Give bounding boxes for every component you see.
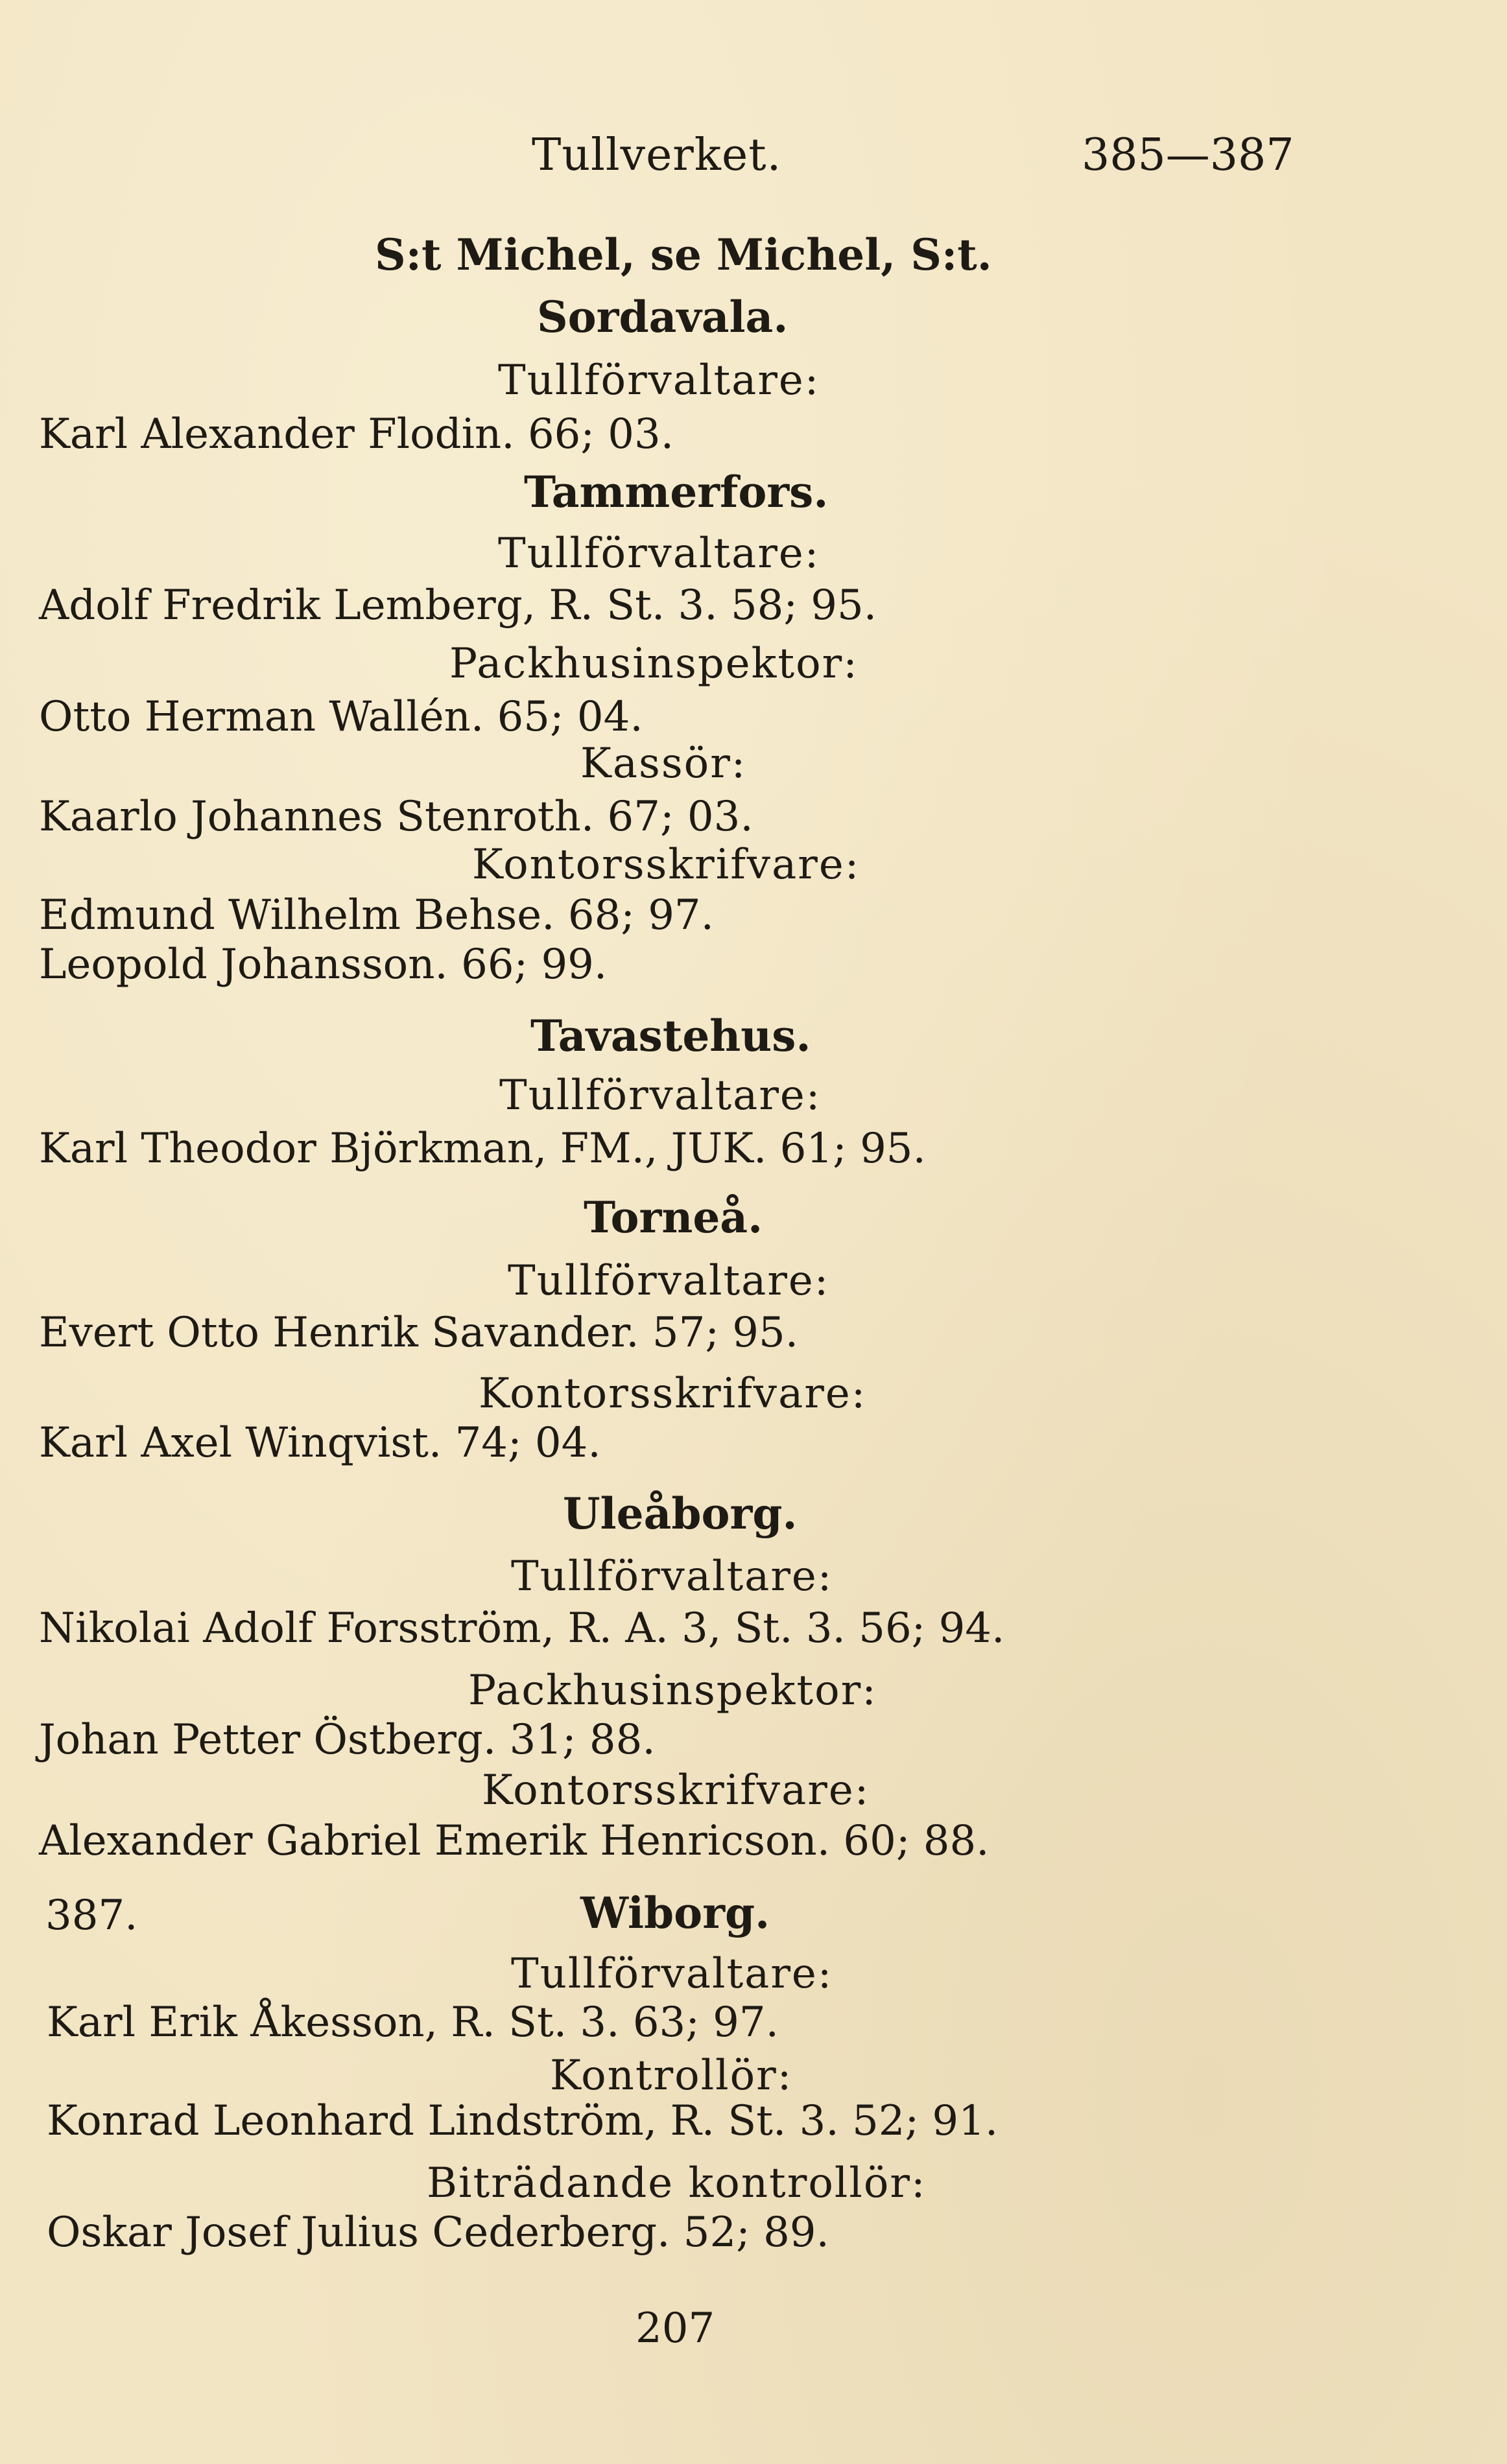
role-label: Kontorsskrifvare: (472, 841, 860, 889)
entry-line: Adolf Fredrik Lemberg, R. St. 3. 58; 95. (39, 581, 877, 629)
entry-line: Karl Theodor Björkman, FM., JUK. 61; 95. (39, 1125, 926, 1173)
heading-st-michel: S:t Michel, se Michel, S:t. (375, 229, 992, 280)
section-number: 387. (45, 1892, 138, 1940)
entry-line: Edmund Wilhelm Behse. 68; 97. (39, 891, 714, 939)
heading-uleaborg: Uleåborg. (563, 1488, 798, 1539)
role-label: Tullförvaltare: (498, 530, 820, 578)
role-label: Kontorsskrifvare: (479, 1370, 867, 1418)
role-label: Kontrollör: (550, 2052, 793, 2100)
running-header (0, 130, 1507, 182)
entry-line: Konrad Leonhard Lindström, R. St. 3. 52; 91. (47, 2097, 999, 2145)
role-label: Packhusinspektor: (449, 640, 859, 688)
role-label: Kontorsskrifvare: (482, 1766, 870, 1814)
role-label: Packhusinspektor: (468, 1667, 877, 1715)
role-label: Tullförvaltare: (498, 357, 820, 405)
running-title: Tullverket. (532, 130, 782, 181)
entry-line: Nikolai Adolf Forsström, R. A. 3, St. 3. 56; 94. (39, 1604, 1005, 1652)
heading-tavastehus: Tavastehus. (530, 1011, 811, 1061)
role-label: Biträdande kontrollör: (427, 2159, 927, 2207)
entry-line: Karl Erik Åkesson, R. St. 3. 63; 97. (47, 1999, 779, 2047)
role-label: Tullförvaltare: (511, 1553, 833, 1601)
entry-line: Johan Petter Östberg. 31; 88. (39, 1716, 656, 1764)
heading-tornea: Torneå. (584, 1192, 763, 1243)
role-label: Tullförvaltare: (511, 1950, 833, 1998)
entry-line: Kaarlo Johannes Stenroth. 67; 03. (39, 793, 754, 841)
entry-line: Leopold Johansson. 66; 99. (39, 941, 608, 989)
role-label: Tullförvaltare: (508, 1257, 830, 1305)
entry-line: Karl Alexander Flodin. 66; 03. (39, 410, 674, 458)
entry-line: Alexander Gabriel Emerik Henricson. 60; 88. (39, 1817, 990, 1865)
heading-sordavala: Sordavala. (537, 292, 789, 342)
page-range: 385—387 (1082, 130, 1294, 181)
role-label: Tullförvaltare: (499, 1072, 822, 1120)
entry-line: Evert Otto Henrik Savander. 57; 95. (39, 1309, 799, 1357)
page-number: 207 (635, 2305, 715, 2353)
entry-line: Karl Axel Winqvist. 74; 04. (39, 1419, 601, 1467)
entry-line: Otto Herman Wallén. 65; 04. (39, 693, 643, 741)
entry-line: Oskar Josef Julius Cederberg. 52; 89. (47, 2209, 829, 2257)
heading-tammerfors: Tammerfors. (524, 467, 829, 517)
role-label: Kassör: (580, 740, 747, 788)
heading-wiborg: Wiborg. (580, 1888, 770, 1938)
